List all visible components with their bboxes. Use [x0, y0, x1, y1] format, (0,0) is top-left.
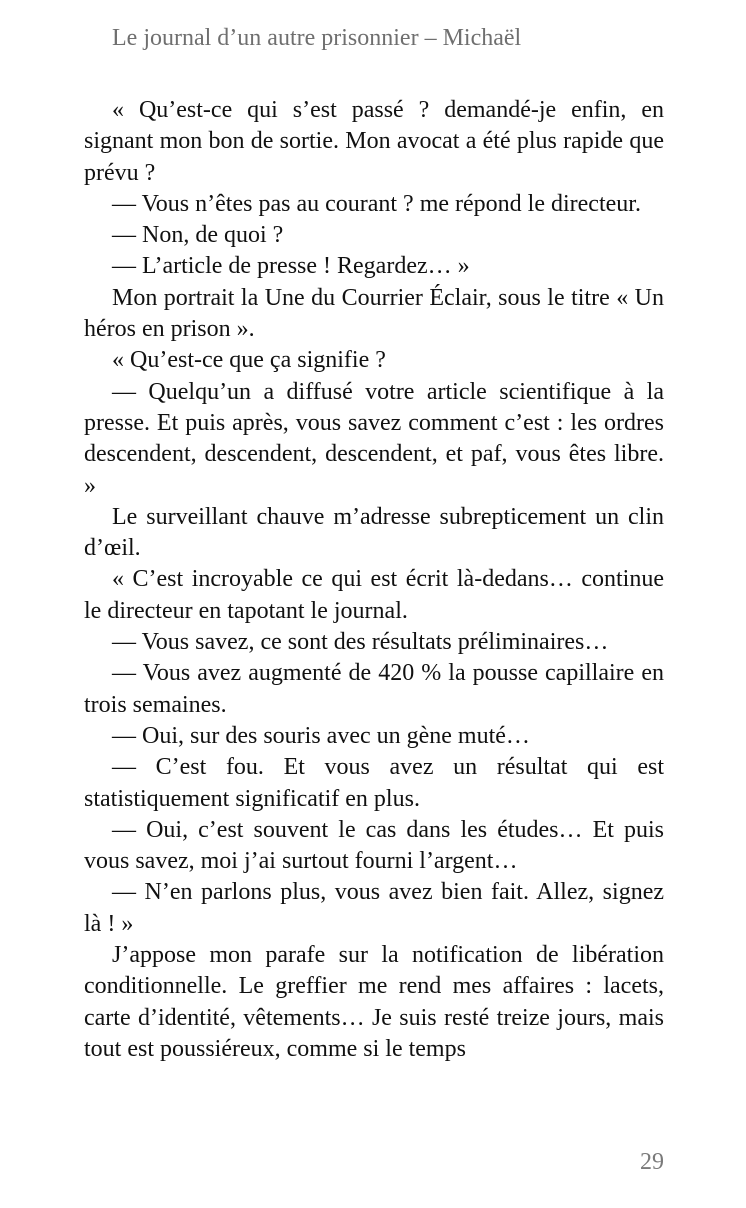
paragraph: — Vous n’êtes pas au courant ? me répond le directeur.: [112, 190, 641, 217]
paragraph: — Oui, c’est souvent le cas dans les études… Et puis vous savez, moi j’ai surtout fourni l’argent…: [84, 816, 664, 875]
paragraph: Le surveillant chauve m’adresse subrepticement un clin d’œil.: [84, 503, 664, 562]
body-text: [84, 95, 664, 1065]
running-header: Le journal d’un autre prisonnier – Michaël: [112, 25, 522, 51]
paragraph: — Non, de quoi ?: [112, 222, 284, 249]
paragraph: — Oui, sur des souris avec un gène muté…: [112, 722, 530, 749]
paragraph: — C’est fou. Et vous avez un résultat qui est statistiquement significatif en plus.: [84, 754, 664, 812]
paragraph: — Vous avez augmenté de 420 % la pousse capillaire en trois semaines.: [84, 660, 664, 718]
paragraph: « C’est incroyable ce qui est écrit là-dedans… continue le directeur en tapotant le journal.: [84, 566, 664, 624]
paragraph: Mon portrait la Une du Courrier Éclair, sous le titre « Un héros en prison ».: [84, 284, 664, 343]
page-number: 29: [640, 1149, 664, 1175]
paragraph: « Qu’est-ce qui s’est passé ? demandé-je enfin, en signant mon bon de sortie. Mon avocat a été plus rapide que prévu ?: [84, 97, 664, 186]
paragraph: — L’article de presse ! Regardez… »: [112, 253, 470, 280]
paragraph: « Qu’est-ce que ça signifie ?: [112, 347, 386, 374]
paragraph: — N’en parlons plus, vous avez bien fait. Allez, signez là ! »: [84, 879, 664, 937]
paragraph: — Vous savez, ce sont des résultats préliminaires…: [112, 629, 609, 656]
paragraph: J’appose mon parafe sur la notification de libération conditionnelle. Le greffier me rend mes affaires : lacets, carte d’identité, vêtements… Je suis resté treize jours, mais tout est poussiéreux, comme si le temps: [84, 942, 664, 1062]
paragraph: — Quelqu’un a diffusé votre article scientifique à la presse. Et puis après, vous savez comment c’est : les ordres descendent, descendent, descendent, et paf, vous êtes libre. »: [84, 378, 664, 499]
